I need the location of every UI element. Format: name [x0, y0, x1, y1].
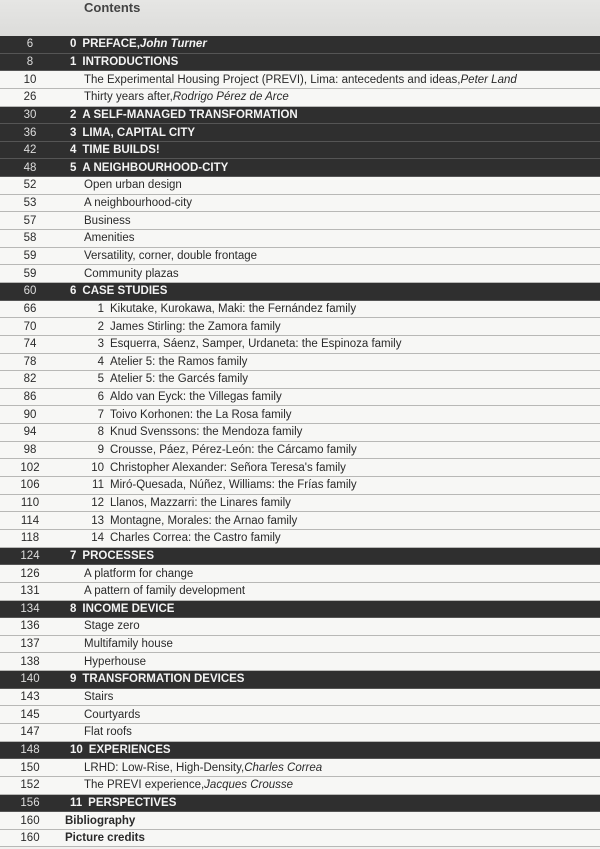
entry-title: Llanos, Mazzarri: the Linares family: [110, 496, 291, 509]
entry-number: 8: [97, 426, 104, 439]
entry-title: PREFACE,: [82, 38, 140, 51]
entry-number: 1: [70, 55, 77, 68]
entry-number: 7: [97, 408, 104, 421]
entry-number: 5: [70, 161, 77, 174]
entry-number: 13: [91, 514, 104, 527]
page-number: 74: [23, 338, 37, 351]
entry-title: Bibliography: [65, 814, 136, 827]
entry-title: A pattern of family development: [84, 585, 246, 598]
entry-title: Business: [84, 214, 131, 227]
page-number: 138: [20, 655, 40, 668]
entry-author: Peter Land: [460, 73, 517, 86]
page-number: 53: [23, 197, 37, 210]
chapter-entry[interactable]: [0, 795, 600, 813]
entry-title: Kikutake, Kurokawa, Maki: the Fernández family: [110, 302, 357, 315]
page-number: 114: [20, 514, 40, 527]
entry-number: 1: [97, 302, 104, 315]
entry-title: A neighbourhood-city: [84, 197, 193, 210]
section-entry[interactable]: [0, 177, 600, 195]
page-number: 26: [23, 91, 37, 104]
entry-number: 6: [97, 391, 104, 404]
entry-title: Crousse, Páez, Pérez-León: the Cárcamo family: [110, 444, 357, 457]
entry-number: 2: [97, 320, 104, 333]
page-number: 60: [23, 285, 37, 298]
section-entry[interactable]: [0, 777, 600, 795]
case-entry[interactable]: [0, 495, 600, 513]
entry-number: 4: [97, 355, 104, 368]
entry-title: Courtyards: [84, 708, 141, 721]
entry-number: 3: [70, 126, 77, 139]
page-number: 110: [20, 496, 40, 509]
entry-author: Jacques Crousse: [204, 779, 294, 792]
page-number: 36: [23, 126, 37, 139]
entry-title: Aldo van Eyck: the Villegas family: [110, 391, 282, 404]
page-number: 131: [20, 585, 40, 598]
chapter-entry[interactable]: [0, 671, 600, 689]
entry-number: 9: [70, 673, 77, 686]
entry-number: 12: [91, 496, 104, 509]
entry-title: Thirty years after,: [84, 91, 173, 104]
section-entry[interactable]: [0, 248, 600, 266]
chapter-entry[interactable]: [0, 742, 600, 760]
section-entry[interactable]: [0, 689, 600, 707]
page-number: 147: [20, 726, 40, 739]
entry-title: CASE STUDIES: [82, 285, 168, 298]
page-number: 126: [20, 567, 40, 580]
case-entry[interactable]: [0, 442, 600, 460]
entry-title: Versatility, corner, double frontage: [84, 250, 258, 262]
case-entry[interactable]: [0, 512, 600, 530]
entry-title: INCOME DEVICE: [82, 602, 175, 615]
entry-title: Esquerra, Sáenz, Samper, Urdaneta: the Espinoza family: [110, 338, 402, 351]
entry-title: Knud Svenssons: the Mendoza family: [110, 426, 303, 439]
page-header: [0, 0, 600, 36]
section-entry[interactable]: [0, 583, 600, 601]
entry-number: 0: [70, 38, 77, 51]
entry-author: Charles Correa: [244, 761, 323, 774]
page-number: 148: [20, 743, 40, 756]
page-number: 78: [23, 355, 37, 368]
entry-title: Multifamily house: [84, 638, 173, 651]
page-number: 48: [23, 161, 37, 174]
chapter-entry[interactable]: [0, 124, 600, 142]
section-entry[interactable]: [0, 212, 600, 230]
page-number: 156: [20, 796, 40, 809]
entry-title: Open urban design: [84, 179, 182, 192]
section-entry[interactable]: [0, 565, 600, 583]
entry-title: Picture credits: [65, 832, 145, 845]
entry-title: Stage zero: [84, 620, 140, 633]
entry-title: Flat roofs: [84, 726, 132, 739]
entry-title: A SELF-MANAGED TRANSFORMATION: [82, 108, 298, 121]
section-entry[interactable]: [0, 89, 600, 107]
contents-list: [0, 36, 600, 847]
page-number: 86: [23, 391, 37, 404]
case-entry[interactable]: [0, 301, 600, 319]
case-entry[interactable]: [0, 371, 600, 389]
entry-title: EXPERIENCES: [88, 743, 171, 756]
case-entry[interactable]: [0, 406, 600, 424]
page-number: 59: [23, 250, 37, 262]
page-number: 136: [20, 620, 40, 633]
section-entry[interactable]: [0, 653, 600, 671]
entry-author: John Turner: [139, 38, 207, 51]
back-entry[interactable]: [0, 830, 600, 848]
page-number: 134: [20, 602, 40, 615]
page-number: 98: [23, 444, 37, 457]
section-entry[interactable]: [0, 724, 600, 742]
chapter-entry[interactable]: [0, 107, 600, 125]
entry-title: Stairs: [84, 691, 114, 704]
entry-number: 4: [70, 144, 77, 157]
case-entry[interactable]: [0, 389, 600, 407]
entry-title: Miró-Quesada, Núñez, Williams: the Frías family: [110, 479, 357, 492]
page-number: 160: [20, 832, 40, 845]
section-entry[interactable]: [0, 759, 600, 777]
case-entry[interactable]: [0, 477, 600, 495]
section-entry[interactable]: [0, 706, 600, 724]
case-entry[interactable]: [0, 530, 600, 548]
page-number: 150: [20, 761, 40, 774]
entry-title: James Stirling: the Zamora family: [110, 320, 281, 333]
entry-title: TIME BUILDS!: [82, 144, 160, 157]
entry-title: Amenities: [84, 232, 135, 245]
page-number: 66: [23, 302, 37, 315]
chapter-entry[interactable]: [0, 36, 600, 54]
page-number: 152: [20, 779, 40, 792]
entry-number: 11: [70, 796, 83, 809]
entry-title: Hyperhouse: [84, 655, 147, 668]
entry-title: Montagne, Morales: the Arnao family: [110, 514, 298, 527]
entry-number: 6: [70, 285, 77, 298]
page-number: 160: [20, 814, 40, 827]
chapter-entry[interactable]: [0, 283, 600, 301]
page-number: 118: [20, 532, 40, 545]
page-number: 124: [20, 549, 40, 562]
entry-title: TRANSFORMATION DEVICES: [82, 673, 245, 686]
page-number: 52: [23, 179, 37, 192]
entry-title: PERSPECTIVES: [88, 796, 177, 809]
page-number: 145: [20, 708, 40, 721]
entry-number: 10: [91, 461, 104, 474]
chapter-entry[interactable]: [0, 159, 600, 177]
page-number: 57: [23, 214, 37, 227]
case-entry[interactable]: [0, 318, 600, 336]
case-entry[interactable]: [0, 459, 600, 477]
entry-title: Toivo Korhonen: the La Rosa family: [110, 408, 292, 421]
entry-title: Atelier 5: the Ramos family: [110, 355, 248, 368]
entry-number: 11: [92, 479, 104, 492]
entry-number: 10: [70, 743, 83, 756]
section-entry[interactable]: [0, 265, 600, 283]
entry-title: Community plazas: [84, 267, 179, 280]
chapter-entry[interactable]: [0, 548, 600, 566]
entry-title: LIMA, CAPITAL CITY: [82, 126, 196, 139]
entry-title: Christopher Alexander: Señora Teresa's family: [110, 461, 346, 474]
page-number: 10: [23, 73, 37, 86]
entry-author: Rodrigo Pérez de Arce: [172, 91, 289, 104]
page-number: 106: [20, 479, 40, 492]
chapter-entry[interactable]: [0, 54, 600, 72]
entry-title: The Experimental Housing Project (PREVI), Lima: antecedents and ideas,: [84, 73, 461, 86]
section-entry[interactable]: [0, 71, 600, 89]
case-entry[interactable]: [0, 424, 600, 442]
section-entry[interactable]: [0, 618, 600, 636]
entry-title: The PREVI experience,: [84, 779, 205, 792]
back-entry[interactable]: [0, 812, 600, 830]
page-number: 82: [23, 373, 37, 386]
page-number: 30: [23, 108, 37, 121]
case-entry[interactable]: [0, 336, 600, 354]
page-number: 6: [26, 38, 34, 51]
entry-number: 7: [70, 549, 77, 562]
page-title: Contents: [84, 0, 141, 15]
entry-title: Charles Correa: the Castro family: [110, 532, 281, 545]
page-number: 90: [23, 408, 37, 421]
entry-number: 8: [70, 602, 77, 615]
page-number: 102: [20, 461, 40, 474]
entry-title: PROCESSES: [82, 549, 154, 562]
entry-title: INTRODUCTIONS: [82, 55, 179, 68]
page-number: 94: [23, 426, 37, 439]
page-number: 70: [23, 320, 37, 333]
entry-title: A platform for change: [84, 567, 194, 580]
entry-title: LRHD: Low-Rise, High-Density,: [84, 761, 245, 774]
page-number: 42: [23, 144, 37, 157]
case-entry[interactable]: [0, 354, 600, 372]
page-number: 140: [20, 673, 40, 686]
entry-number: 2: [70, 108, 77, 121]
entry-title: A NEIGHBOURHOOD-CITY: [82, 161, 229, 174]
entry-number: 14: [91, 532, 104, 545]
section-entry[interactable]: [0, 195, 600, 213]
page-number: 137: [20, 638, 40, 651]
page-number: 143: [20, 691, 40, 704]
page-number: 58: [23, 232, 37, 245]
section-entry[interactable]: [0, 636, 600, 654]
entry-number: 9: [97, 444, 104, 457]
page-number: 8: [26, 55, 34, 68]
chapter-entry[interactable]: [0, 142, 600, 160]
entry-title: Atelier 5: the Garcés family: [110, 373, 249, 386]
chapter-entry[interactable]: [0, 601, 600, 619]
entry-number: 3: [97, 338, 104, 351]
section-entry[interactable]: [0, 230, 600, 248]
page-number: 59: [23, 267, 37, 280]
entry-number: 5: [97, 373, 104, 386]
